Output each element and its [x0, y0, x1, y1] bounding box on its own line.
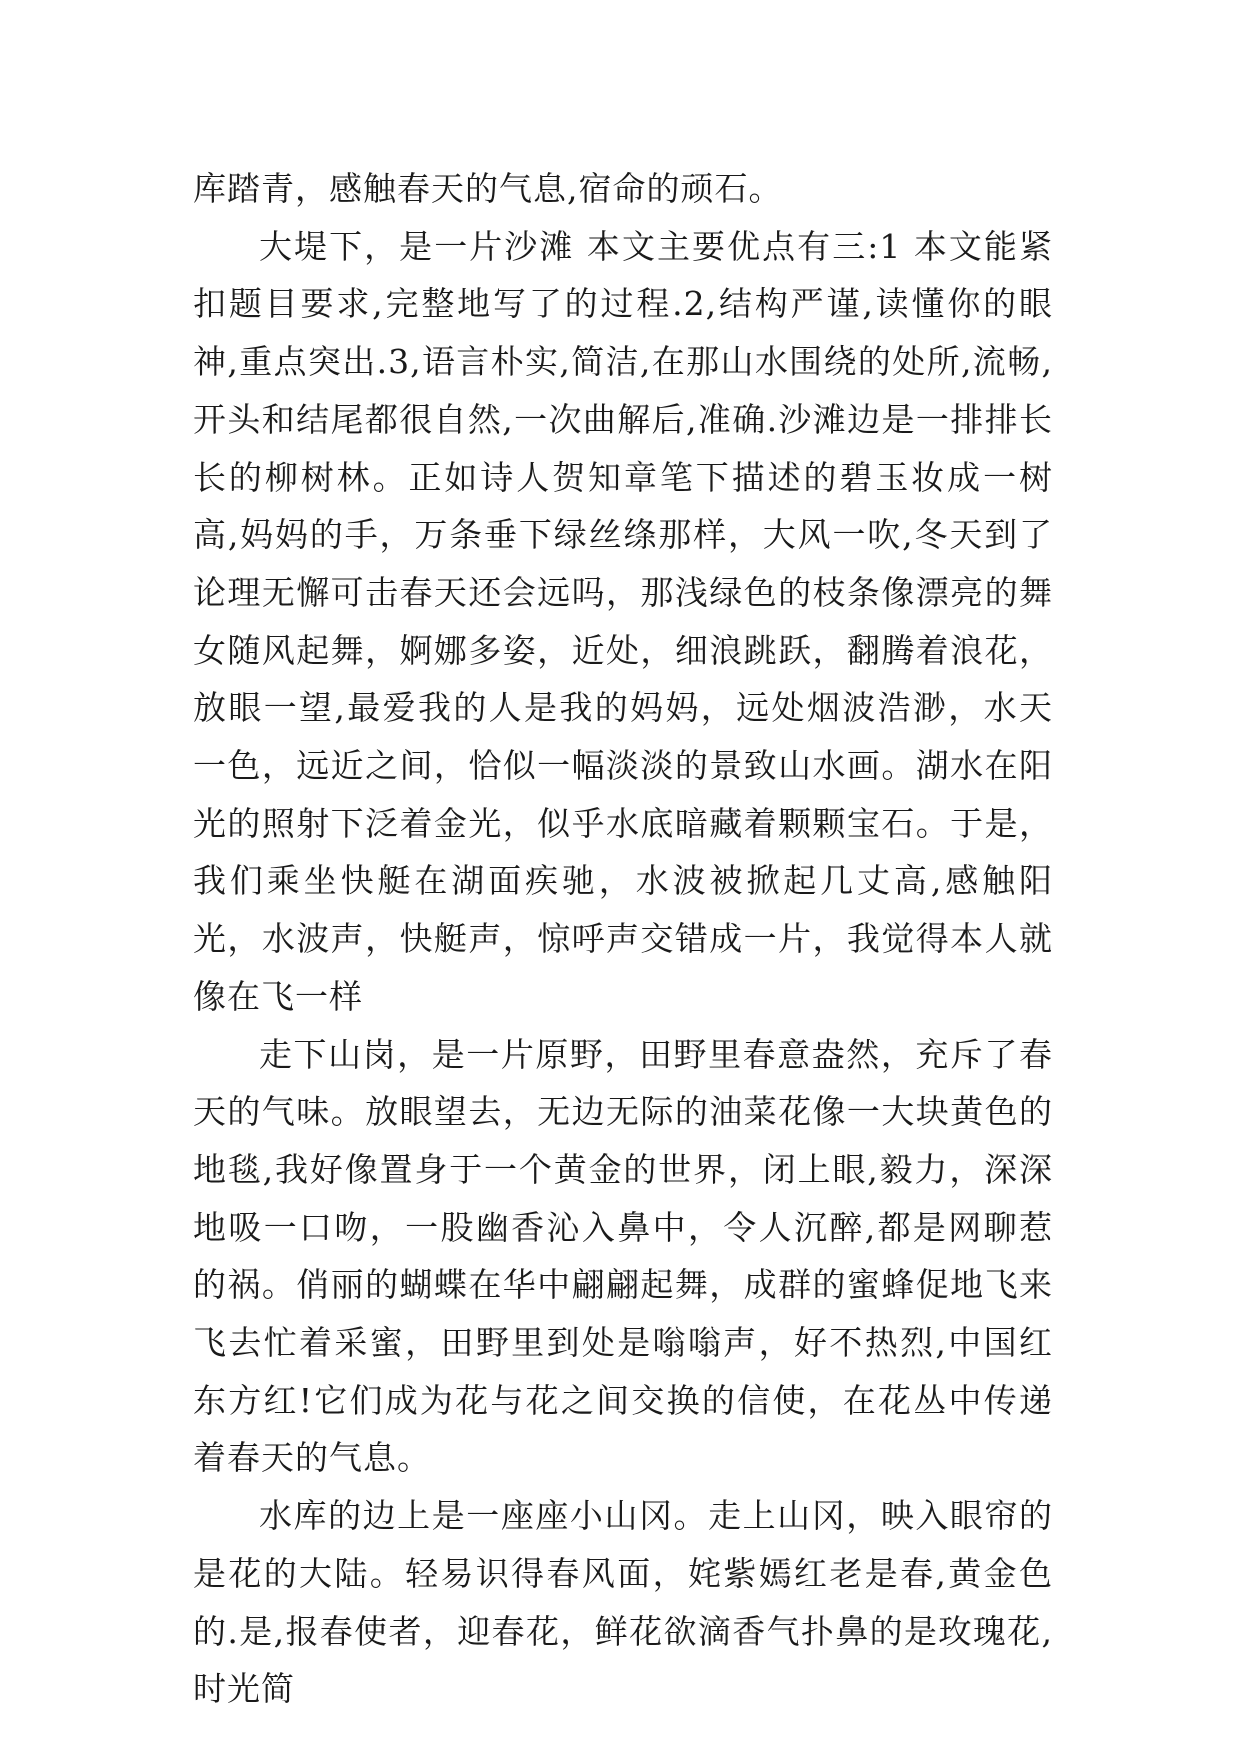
paragraph-1: 库踏青，感触春天的气息,宿命的顽石。: [193, 169, 783, 208]
paragraph-4: 水库的边上是一座座小山冈。走上山冈，映入眼帘的是花的大陆。轻易识得春风面，姹紫嫣红老是春,黄金色的.是,报春使者，迎春花，鲜花欲滴香气扑鼻的是玫瑰花,时光简: [193, 1496, 1053, 1709]
paragraph-2: 大堤下，是一片沙滩 本文主要优点有三:1 本文能紧扣题目要求,完整地写了的过程.2,结构严谨,读懂你的眼神,重点突出.3,语言朴实,简洁,在那山水围绕的处所,流畅,开头和结尾都很自然,一次曲解后,准确.沙滩边是一排排长长的柳树林。正如诗人贺知章笔下描述的碧玉妆成一树高,妈妈的手，万条垂下绿丝绦那样，大风一吹,冬天到了 论理无懈可击春天还会远吗，那浅绿色的枝条像漂亮的舞女随风起舞，婀娜多姿，近处，细浪跳跃，翻腾着浪花，放眼一望,最爱我的人是我的妈妈，远处烟波浩渺，水天一色，远近之间，恰似一幅淡淡的景致山水画。湖水在阳光的照射下泛着金光，似乎水底暗藏着颗颗宝石。于是，我们乘坐快艇在湖面疾驰，水波被掀起几丈高,感触阳光，水波声，快艇声，惊呼声交错成一片，我觉得本人就像在飞一样: [193, 226, 1053, 1016]
document-body: [193, 160, 1053, 1718]
paragraph-3: 走下山岗，是一片原野，田野里春意盎然，充斥了春天的气味。放眼望去，无边无际的油菜花像一大块黄色的地毯,我好像置身于一个黄金的世界，闭上眼,毅力，深深地吸一口吻，一股幽香沁入鼻中，令人沉醉,都是网聊惹的祸。俏丽的蝴蝶在华中翩翩起舞，成群的蜜蜂促地飞来飞去忙着采蜜，田野里到处是嗡嗡声，好不热烈,中国红东方红!它们成为花与花之间交换的信使，在花丛中传递着春天的气息。: [193, 1034, 1053, 1478]
